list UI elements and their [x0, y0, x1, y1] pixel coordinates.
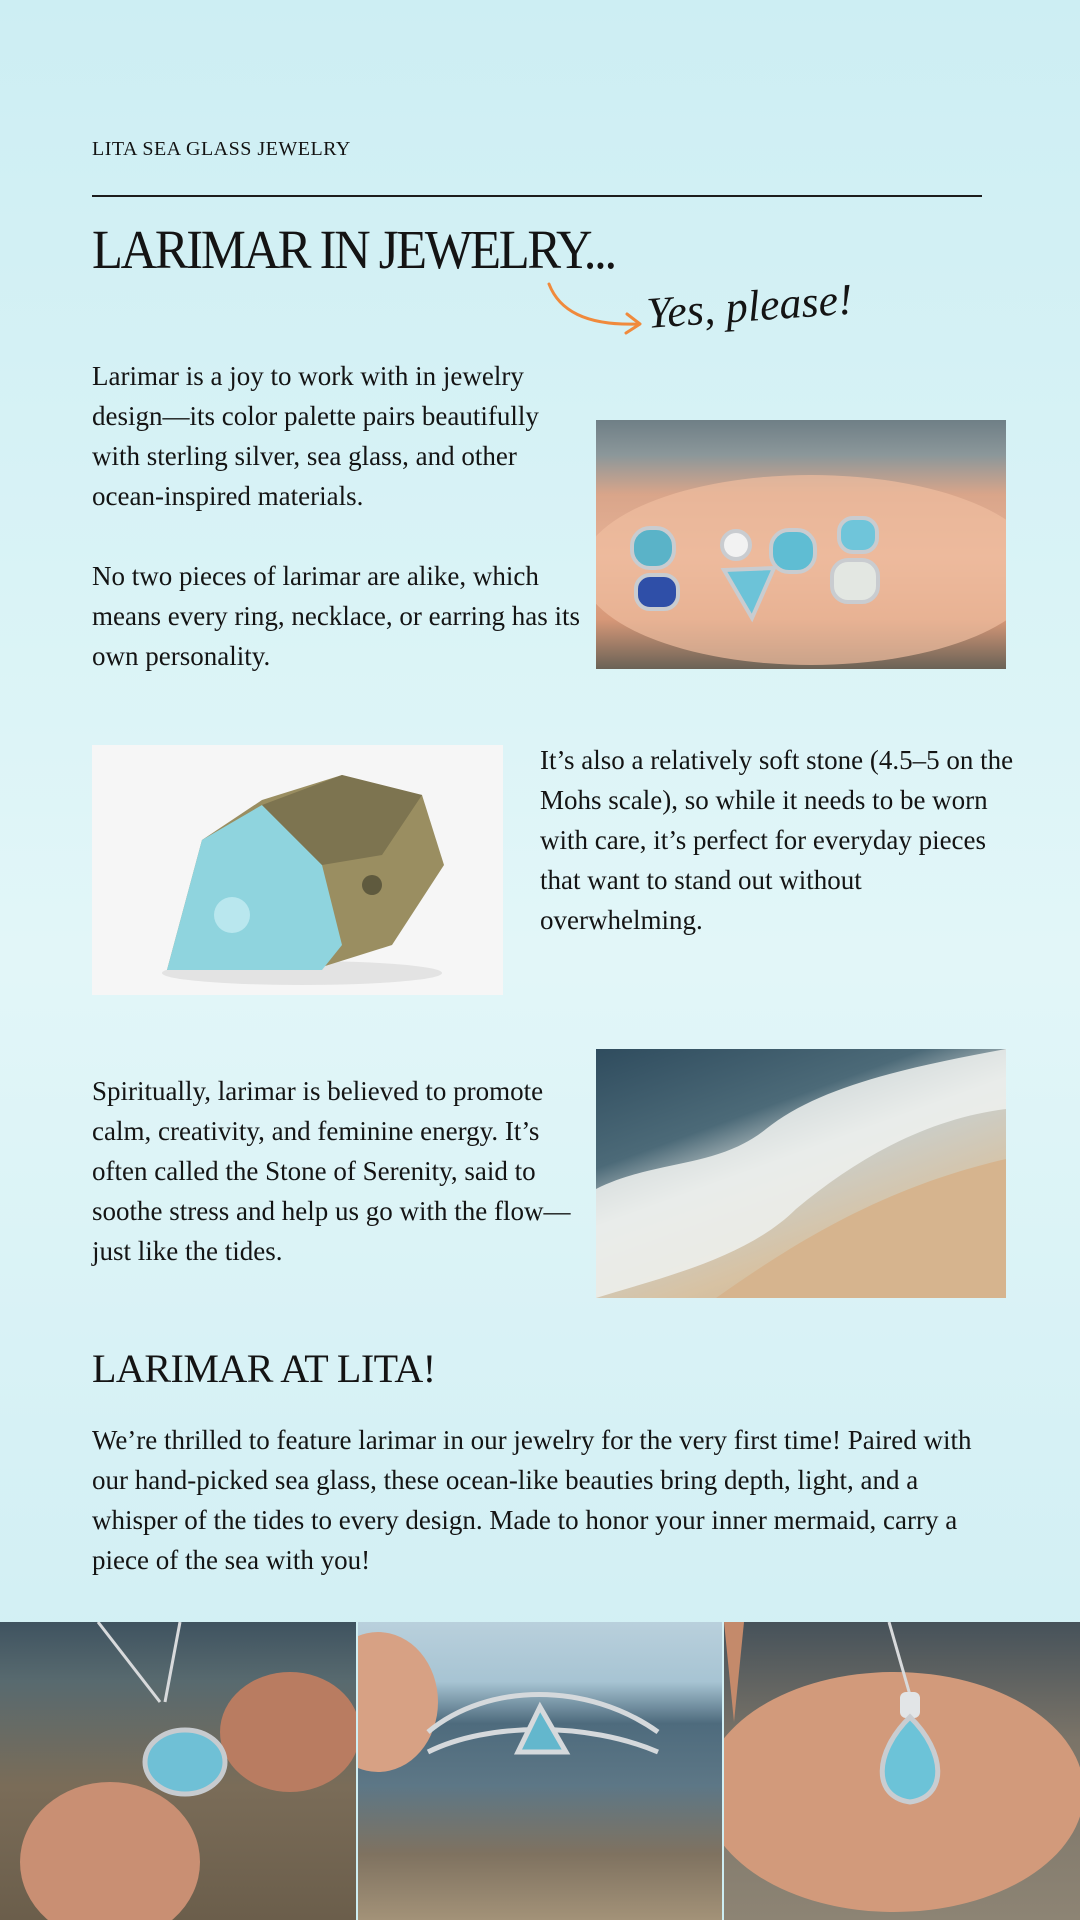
section-body: We’re thrilled to feature larimar in our jewelry for the very first time! Paired with our hand-picked sea glass, these ocean-like beauties bring depth, light, and a whisper of the tides to every design. Made to honor your inner mermaid, carry a piece of the sea with you!	[92, 1425, 972, 1575]
curved-arrow-icon	[545, 280, 645, 340]
bracelet-photo	[358, 1622, 722, 1920]
uniqueness-paragraph: No two pieces of larimar are alike, which means every ring, necklace, or earring has its own personality.	[92, 561, 581, 671]
header-divider	[92, 195, 982, 197]
page-title: LARIMAR IN JEWELRY...	[92, 219, 615, 280]
ocean-wave-photo	[596, 1049, 1006, 1298]
intro-paragraph: Larimar is a joy to work with in jewelry design—its color palette pairs beautifully with sterling silver, sea glass, and other ocean-inspired materials.	[92, 361, 539, 511]
hardness-paragraph: It’s also a relatively soft stone (4.5–5 on the Mohs scale), so while it needs to be worn with care, it’s perfect for everyday pieces that want to stand out without overwhelming.	[540, 745, 1014, 935]
raw-larimar-stone-photo	[92, 745, 503, 995]
pendant-photo-2	[724, 1622, 1080, 1920]
spiritual-paragraph: Spiritually, larimar is believed to promote calm, creativity, and feminine energy. It’s often called the Stone of Serenity, said to soothe stress and help us go with the flow—just like the tides.	[92, 1076, 571, 1266]
larimar-pendants-photo	[596, 420, 1006, 669]
brand-name: LITA SEA GLASS JEWELRY	[92, 138, 351, 160]
section-heading: LARIMAR AT LITA!	[92, 1346, 436, 1391]
tagline: Yes, please!	[645, 274, 855, 338]
pendant-photo-1	[0, 1622, 356, 1920]
